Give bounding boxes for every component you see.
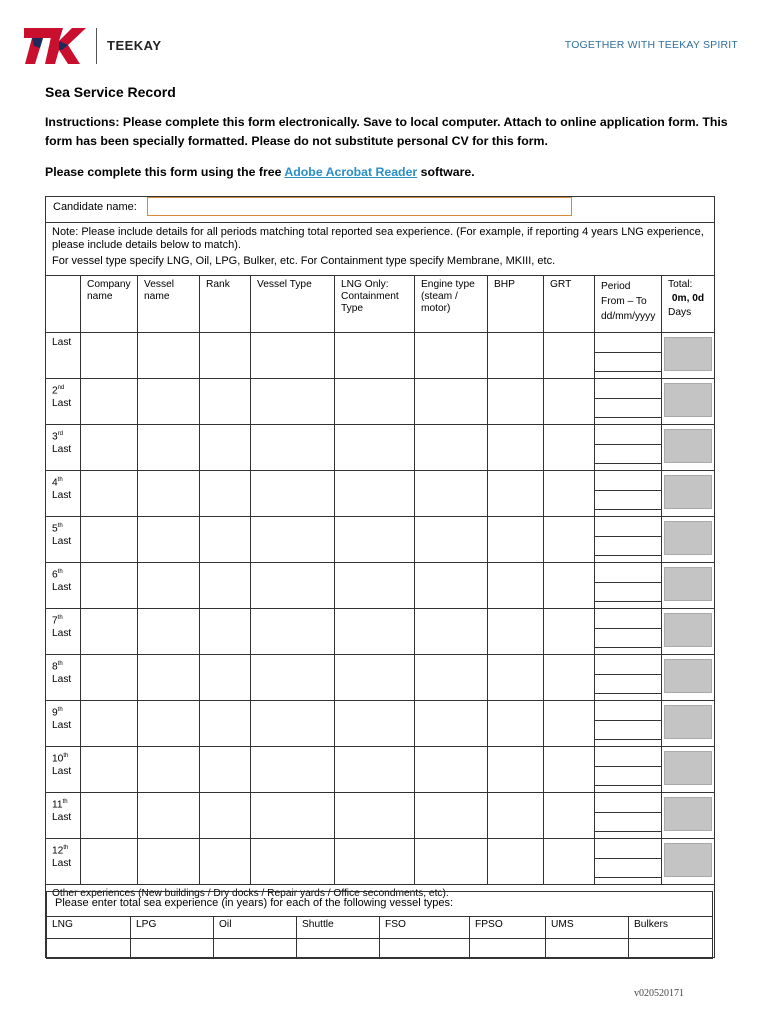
row-ordinal: 8	[52, 661, 58, 673]
period-divider	[595, 628, 661, 629]
containment-type-field[interactable]	[335, 563, 415, 609]
period-label: Period	[601, 281, 631, 292]
bhp-field[interactable]	[488, 747, 544, 793]
row-ordinal: 10	[52, 753, 64, 765]
period-divider	[595, 647, 661, 648]
vessel-years-field[interactable]	[546, 939, 629, 959]
vessel-type-field[interactable]	[251, 425, 335, 471]
company-field[interactable]	[81, 517, 138, 563]
row-ordinal: 9	[52, 707, 58, 719]
bhp-field[interactable]	[488, 609, 544, 655]
total-label: Total:	[668, 279, 693, 290]
rank-field[interactable]	[200, 425, 251, 471]
period-divider	[595, 766, 661, 767]
vessel-name-field[interactable]	[138, 609, 200, 655]
reader-prefix: Please complete this form using the free	[45, 165, 285, 179]
company-field[interactable]	[81, 609, 138, 655]
containment-type-field[interactable]	[335, 379, 415, 425]
company-field[interactable]	[81, 379, 138, 425]
vessel-name-field[interactable]	[138, 701, 200, 747]
period-divider	[595, 398, 661, 399]
vessel-years-field[interactable]	[131, 939, 214, 959]
period-field[interactable]	[595, 471, 662, 517]
vessel-years-field[interactable]	[470, 939, 546, 959]
col-vessel-name: Vessel name	[138, 276, 200, 333]
row-last: Last	[52, 444, 72, 456]
days-total-field	[664, 429, 712, 463]
period-divider	[595, 417, 661, 418]
row-last: Last	[52, 398, 72, 410]
candidate-name-input[interactable]	[147, 197, 572, 216]
grt-field[interactable]	[544, 517, 595, 563]
company-field[interactable]	[81, 839, 138, 885]
period-divider	[595, 831, 661, 832]
grt-field[interactable]	[544, 747, 595, 793]
containment-type-field[interactable]	[335, 333, 415, 379]
period-divider	[595, 720, 661, 721]
days-total-cell	[662, 701, 715, 747]
row-ordinal-suffix: th	[57, 661, 63, 667]
row-label	[46, 517, 81, 563]
teekay-logo	[24, 26, 90, 66]
engine-type-field[interactable]	[415, 701, 488, 747]
rank-field[interactable]	[200, 609, 251, 655]
col-company: Company name	[81, 276, 138, 333]
row-label	[46, 747, 81, 793]
row-ordinal: 2	[52, 385, 58, 397]
row-ordinal: 6	[52, 569, 58, 581]
row-ordinal: 7	[52, 615, 58, 627]
note-cell	[46, 223, 715, 276]
row-last: Last	[52, 812, 72, 824]
days-total-cell	[662, 655, 715, 701]
days-total-cell	[662, 517, 715, 563]
engine-type-field[interactable]	[415, 839, 488, 885]
period-divider	[595, 877, 661, 878]
period-field[interactable]	[595, 379, 662, 425]
vessel-type-field[interactable]	[251, 609, 335, 655]
row-ordinal: 3	[52, 431, 58, 443]
total-unit: Days	[668, 307, 692, 318]
row-last: Last	[52, 766, 72, 778]
service-row	[46, 425, 715, 471]
row-last: Last	[52, 490, 72, 502]
row-ordinal-suffix: th	[57, 615, 63, 621]
company-field[interactable]	[81, 333, 138, 379]
grt-field[interactable]	[544, 563, 595, 609]
grt-field[interactable]	[544, 839, 595, 885]
vessel-years-field[interactable]	[297, 939, 380, 959]
form-title: Sea Service Record	[45, 84, 176, 100]
rank-field[interactable]	[200, 471, 251, 517]
period-divider	[595, 536, 661, 537]
vessel-name-field[interactable]	[138, 793, 200, 839]
row-ordinal: 5	[52, 523, 58, 535]
vessel-type-header: Shuttle	[297, 917, 380, 939]
vessel-type-header: LPG	[131, 917, 214, 939]
reader-instruction	[45, 165, 475, 179]
row-ordinal-suffix: th	[57, 707, 63, 713]
rank-field[interactable]	[200, 839, 251, 885]
period-divider	[595, 674, 661, 675]
bhp-field[interactable]	[488, 563, 544, 609]
period-divider	[595, 858, 661, 859]
reader-suffix: software.	[417, 165, 475, 179]
days-total-cell	[662, 839, 715, 885]
period-divider	[595, 693, 661, 694]
note-text-1: Note: Please include details for all periods matching total reported sea experience. (For example, if reporting 4 years LNG experience, please include details below to match).	[52, 226, 704, 251]
days-total-field	[664, 659, 712, 693]
vessel-name-field[interactable]	[138, 471, 200, 517]
row-ordinal: 4	[52, 477, 58, 489]
col-label	[46, 276, 81, 333]
vessel-name-field[interactable]	[138, 379, 200, 425]
row-last: Last	[52, 628, 72, 640]
service-row	[46, 563, 715, 609]
vessel-name-field[interactable]	[138, 747, 200, 793]
row-label	[46, 609, 81, 655]
containment-type-field[interactable]	[335, 517, 415, 563]
row-ordinal-suffix: th	[62, 799, 68, 805]
bhp-field[interactable]	[488, 379, 544, 425]
days-total-field	[664, 337, 712, 371]
vessel-type-field[interactable]	[251, 701, 335, 747]
bhp-field[interactable]	[488, 517, 544, 563]
containment-type-field[interactable]	[335, 701, 415, 747]
tagline: TOGETHER WITH TEEKAY SPIRIT	[564, 39, 738, 51]
vessel-type-field[interactable]	[251, 563, 335, 609]
containment-type-field[interactable]	[335, 655, 415, 701]
grt-field[interactable]	[544, 701, 595, 747]
row-ordinal-suffix: th	[57, 523, 63, 529]
service-row	[46, 793, 715, 839]
bhp-field[interactable]	[488, 839, 544, 885]
service-row	[46, 701, 715, 747]
period-divider	[595, 352, 661, 353]
company-field[interactable]	[81, 655, 138, 701]
days-total-field	[664, 751, 712, 785]
days-total-cell	[662, 793, 715, 839]
containment-type-field[interactable]	[335, 839, 415, 885]
company-field[interactable]	[81, 793, 138, 839]
period-divider	[595, 582, 661, 583]
vessel-years-field[interactable]	[629, 939, 713, 959]
period-divider	[595, 463, 661, 464]
grt-field[interactable]	[544, 655, 595, 701]
period-divider	[595, 490, 661, 491]
period-field[interactable]	[595, 793, 662, 839]
vessel-name-field[interactable]	[138, 425, 200, 471]
service-row	[46, 471, 715, 517]
company-field[interactable]	[81, 563, 138, 609]
days-total-field	[664, 705, 712, 739]
days-total-field	[664, 613, 712, 647]
days-total-cell	[662, 563, 715, 609]
period-field[interactable]	[595, 655, 662, 701]
row-ordinal-suffix: rd	[57, 431, 64, 437]
containment-type-field[interactable]	[335, 471, 415, 517]
rank-field[interactable]	[200, 379, 251, 425]
service-row	[46, 655, 715, 701]
other-experiences-label: Other experiences (New buildings / Dry docks / Repair yards / Office secondments, etc).	[52, 888, 449, 899]
engine-type-field[interactable]	[415, 333, 488, 379]
note-text-2: For vessel type specify LNG, Oil, LPG, Bulker, etc. For Containment type specify Membrane, MKIII, etc.	[52, 255, 556, 267]
days-total-field	[664, 475, 712, 509]
grt-field[interactable]	[544, 425, 595, 471]
period-field[interactable]	[595, 425, 662, 471]
period-divider	[595, 785, 661, 786]
engine-type-field[interactable]	[415, 425, 488, 471]
vessel-years-field[interactable]	[47, 939, 131, 959]
row-last: Last	[52, 674, 72, 686]
period-field[interactable]	[595, 517, 662, 563]
period-divider	[595, 509, 661, 510]
vessel-type-header: LNG	[47, 917, 131, 939]
col-vessel-type: Vessel Type	[251, 276, 335, 333]
period-divider	[595, 444, 661, 445]
row-label	[46, 655, 81, 701]
vessel-name-field[interactable]	[138, 517, 200, 563]
sea-service-table	[45, 196, 715, 958]
days-total-cell	[662, 747, 715, 793]
vessel-type-field[interactable]	[251, 793, 335, 839]
vessel-name-field[interactable]	[138, 839, 200, 885]
service-row	[46, 379, 715, 425]
vessel-type-header: Oil	[214, 917, 297, 939]
row-ordinal-suffix: nd	[57, 385, 65, 391]
row-ordinal-suffix: th	[57, 569, 63, 575]
rank-field[interactable]	[200, 655, 251, 701]
rank-field[interactable]	[200, 563, 251, 609]
row-label	[46, 425, 81, 471]
days-total-cell	[662, 333, 715, 379]
rank-field[interactable]	[200, 701, 251, 747]
brand-name: TEEKAY	[107, 38, 162, 53]
containment-type-field[interactable]	[335, 793, 415, 839]
row-label	[46, 701, 81, 747]
period-field[interactable]	[595, 609, 662, 655]
engine-type-field[interactable]	[415, 747, 488, 793]
vessel-type-header: FSO	[380, 917, 470, 939]
candidate-label: Candidate name:	[53, 201, 137, 213]
company-field[interactable]	[81, 425, 138, 471]
period-field[interactable]	[595, 333, 662, 379]
row-label	[46, 563, 81, 609]
col-grt: GRT	[544, 276, 595, 333]
company-field[interactable]	[81, 747, 138, 793]
engine-type-field[interactable]	[415, 609, 488, 655]
vessel-type-field[interactable]	[251, 333, 335, 379]
bhp-field[interactable]	[488, 471, 544, 517]
engine-type-field[interactable]	[415, 655, 488, 701]
vessel-type-field[interactable]	[251, 655, 335, 701]
service-row	[46, 609, 715, 655]
col-engine-type: Engine type (steam / motor)	[415, 276, 488, 333]
row-ordinal-suffix: th	[63, 753, 69, 759]
bhp-field[interactable]	[488, 701, 544, 747]
period-format: dd/mm/yyyy	[601, 311, 656, 322]
bhp-field[interactable]	[488, 655, 544, 701]
col-total	[662, 276, 715, 333]
period-divider	[595, 812, 661, 813]
days-total-field	[664, 383, 712, 417]
vessel-type-field[interactable]	[251, 747, 335, 793]
row-last: Last	[52, 720, 72, 732]
col-bhp: BHP	[488, 276, 544, 333]
rank-field[interactable]	[200, 333, 251, 379]
row-last: Last	[52, 536, 72, 548]
summary-prompt: Please enter total sea experience (in years) for each of the following vessel types:	[47, 892, 713, 917]
rank-field[interactable]	[200, 747, 251, 793]
days-total-cell	[662, 609, 715, 655]
period-divider	[595, 739, 661, 740]
row-label	[46, 839, 81, 885]
containment-type-field[interactable]	[335, 747, 415, 793]
vessel-type-header: FPSO	[470, 917, 546, 939]
days-total-field	[664, 843, 712, 877]
row-ordinal-suffix: th	[63, 845, 69, 851]
vessel-name-field[interactable]	[138, 655, 200, 701]
grt-field[interactable]	[544, 333, 595, 379]
vessel-type-header: Bulkers	[629, 917, 713, 939]
engine-type-field[interactable]	[415, 793, 488, 839]
instructions: Instructions: Please complete this form electronically. Save to local computer. Attach to online application form. This form has been specially formatted. Please do not substitute personal CV for this form.	[45, 115, 728, 148]
row-label	[46, 793, 81, 839]
bhp-field[interactable]	[488, 333, 544, 379]
col-lng-only: LNG Only: Containment Type	[335, 276, 415, 333]
company-field[interactable]	[81, 701, 138, 747]
engine-type-field[interactable]	[415, 563, 488, 609]
service-row	[46, 747, 715, 793]
days-total-cell	[662, 471, 715, 517]
total-value: 0m, 0d	[671, 293, 705, 304]
col-rank: Rank	[200, 276, 251, 333]
service-row	[46, 333, 715, 379]
adobe-reader-link[interactable]: Adobe Acrobat Reader	[284, 165, 418, 179]
row-label	[46, 471, 81, 517]
col-period	[595, 276, 662, 333]
engine-type-field[interactable]	[415, 379, 488, 425]
vessel-name-field[interactable]	[138, 333, 200, 379]
vessel-type-field[interactable]	[251, 839, 335, 885]
grt-field[interactable]	[544, 379, 595, 425]
grt-field[interactable]	[544, 793, 595, 839]
logo-divider	[96, 28, 97, 64]
row-label	[46, 333, 81, 379]
containment-type-field[interactable]	[335, 609, 415, 655]
service-row	[46, 517, 715, 563]
company-field[interactable]	[81, 471, 138, 517]
row-label	[46, 379, 81, 425]
version-code: v020520171	[634, 988, 684, 999]
bhp-field[interactable]	[488, 425, 544, 471]
period-divider	[595, 371, 661, 372]
days-total-cell	[662, 379, 715, 425]
vessel-experience-summary	[46, 891, 713, 959]
vessel-type-header: UMS	[546, 917, 629, 939]
days-total-field	[664, 521, 712, 555]
bhp-field[interactable]	[488, 793, 544, 839]
row-last: Last	[52, 858, 72, 870]
rank-field[interactable]	[200, 517, 251, 563]
vessel-years-field[interactable]	[214, 939, 297, 959]
row-ordinal-suffix: th	[57, 477, 63, 483]
grt-field[interactable]	[544, 471, 595, 517]
row-last: Last	[52, 337, 72, 348]
vessel-type-field[interactable]	[251, 379, 335, 425]
engine-type-field[interactable]	[415, 471, 488, 517]
vessel-type-field[interactable]	[251, 471, 335, 517]
days-total-field	[664, 567, 712, 601]
period-field[interactable]	[595, 839, 662, 885]
vessel-name-field[interactable]	[138, 563, 200, 609]
period-field[interactable]	[595, 701, 662, 747]
service-row	[46, 839, 715, 885]
containment-type-field[interactable]	[335, 425, 415, 471]
engine-type-field[interactable]	[415, 517, 488, 563]
days-total-cell	[662, 425, 715, 471]
period-divider	[595, 601, 661, 602]
period-field[interactable]	[595, 747, 662, 793]
days-total-field	[664, 797, 712, 831]
vessel-type-field[interactable]	[251, 517, 335, 563]
row-ordinal: 11	[52, 799, 63, 811]
row-last: Last	[52, 582, 72, 594]
grt-field[interactable]	[544, 609, 595, 655]
period-range: From – To	[601, 296, 647, 307]
period-divider	[595, 555, 661, 556]
vessel-years-field[interactable]	[380, 939, 470, 959]
rank-field[interactable]	[200, 793, 251, 839]
row-ordinal: 12	[52, 845, 64, 857]
period-field[interactable]	[595, 563, 662, 609]
